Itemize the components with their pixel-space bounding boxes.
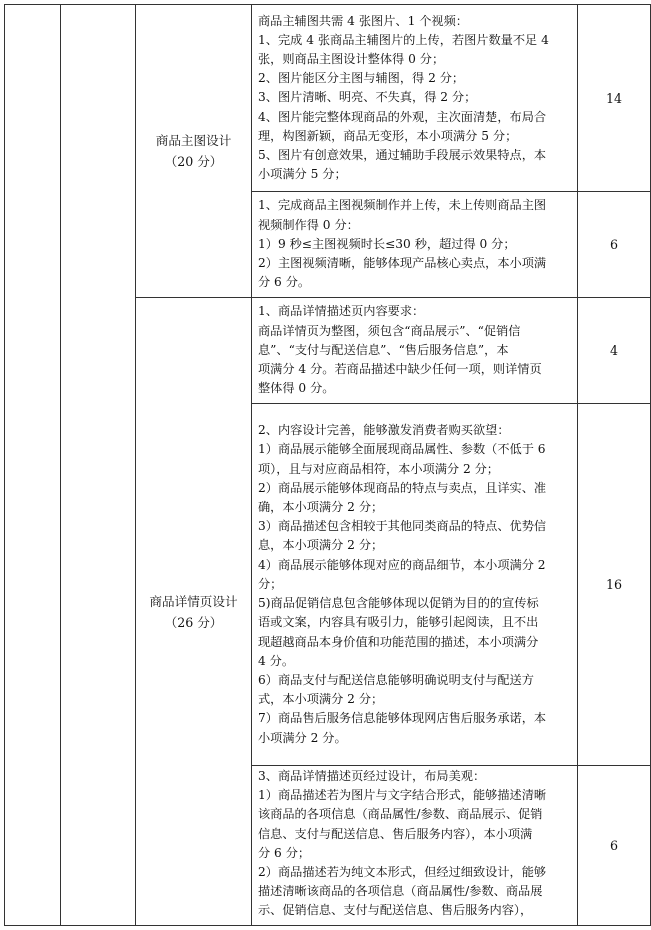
- criteria-line: 分 6 分。: [258, 275, 311, 290]
- criteria-line: 4、图片能完整体现商品的外观，主次面清楚，布局合: [258, 109, 547, 124]
- criteria-line: 1、完成商品主图视频制作并上传，未上传则商品主图: [258, 198, 547, 213]
- criteria-line: 2、内容设计完善，能够激发消费者购买欲望：: [258, 423, 510, 438]
- category-cell-detail-page: [136, 298, 252, 926]
- category-name: 商品详情页设计: [149, 593, 238, 609]
- score-cell: 16: [578, 404, 651, 766]
- score-cell: 6: [578, 192, 651, 298]
- criteria-line: 描述清晰该商品的各项信息（商品属性/参数、商品展: [258, 884, 543, 899]
- criteria-line: 1、完成 4 张商品主辅图片的上传，若图片数量不足 4: [258, 32, 549, 47]
- score-cell: 4: [578, 298, 651, 404]
- criteria-line: 项满分 4 分。若商品描述中缺少任何一项，则详情页: [258, 362, 542, 377]
- criteria-line: 2）商品展示能够体现商品的特点与卖点，且详实、准: [258, 480, 547, 495]
- criteria-line: 1）9 秒≤主图视频时长≤30 秒，超过得 0 分；: [258, 236, 516, 251]
- criteria-line: 息”、“支付与配送信息”、“售后服务信息”，本: [258, 342, 509, 357]
- criteria-line: 理，构图新颖，商品无变形，本小项满分 5 分；: [258, 128, 518, 143]
- criteria-line: 6）商品支付与配送信息能够明确说明支付与配送方: [258, 672, 534, 687]
- criteria-line: 示、促销信息、支付与配送信息、售后服务内容），: [258, 903, 533, 918]
- category-cell-main-image: [136, 5, 252, 298]
- criteria-cell: [252, 5, 578, 192]
- criteria-line: 商品详情页为整图，须包含“商品展示”、“促销信: [258, 323, 521, 338]
- criteria-cell: [252, 766, 578, 926]
- criteria-line: 语或文案，内容具有吸引力，能够引起阅读，且不出: [258, 615, 539, 630]
- criteria-line: 息，本小项满分 2 分；: [258, 538, 384, 553]
- criteria-line: 2、图片能区分主图与辅图，得 2 分；: [258, 71, 465, 86]
- criteria-line: 3、商品详情描述页经过设计，布局美观：: [258, 769, 486, 783]
- criteria-line: 式，本小项满分 2 分；: [258, 692, 384, 707]
- criteria-line: 小项满分 5 分；: [258, 167, 347, 182]
- criteria-cell: [252, 192, 578, 298]
- criteria-line: 7）商品售后服务信息能够体现网店售后服务承诺，本: [258, 711, 547, 726]
- criteria-line: 4 分。: [258, 653, 295, 668]
- criteria-line: 整体得 0 分。: [258, 381, 335, 396]
- criteria-line: 视频制作得 0 分：: [258, 217, 359, 232]
- criteria-line: 5、图片有创意效果，通过辅助手段展示效果特点，本: [258, 148, 547, 162]
- scoring-table: [4, 4, 651, 926]
- criteria-line: 4）商品展示能够体现对应的商品细节，本小项满分 2: [258, 557, 546, 572]
- score-cell: 6: [578, 766, 651, 926]
- criteria-line: 确，本小项满分 2 分；: [258, 500, 384, 515]
- criteria-line: 分 6 分；: [258, 845, 311, 860]
- criteria-line: 小项满分 2 分。: [258, 730, 347, 745]
- table-row: [5, 5, 651, 192]
- criteria-line: 项），且与对应商品相符，本小项满分 2 分；: [258, 461, 499, 476]
- category-points: （26 分）: [164, 614, 223, 630]
- criteria-line: 2）商品描述若为纯文本形式，但经过细致设计，能够: [258, 865, 547, 880]
- criteria-line: 分；: [258, 576, 283, 591]
- module-cell: [5, 5, 61, 926]
- criteria-line: 信息、支付与配送信息、售后服务内容），本小项满: [258, 826, 533, 841]
- task-cell: [61, 5, 136, 926]
- criteria-cell: [252, 298, 578, 404]
- category-name: 商品主图设计: [155, 133, 232, 148]
- criteria-line: 1、商品详情描述页内容要求：: [258, 304, 425, 319]
- criteria-line: 该商品的各项信息（商品属性/参数、商品展示、促销: [258, 807, 543, 822]
- score-cell: 14: [578, 5, 651, 192]
- criteria-cell: [252, 404, 578, 766]
- criteria-line: 5)商品促销信息包含能够体现以促销为目的的宣传标: [258, 596, 539, 611]
- criteria-line: 1）商品描述若为图片与文字结合形式，能够描述清晰: [258, 788, 547, 803]
- criteria-line: 1）商品展示能够全面展现商品属性、参数（不低于 6: [258, 442, 546, 457]
- criteria-line: 3、图片清晰、明亮、不失真，得 2 分；: [258, 90, 477, 105]
- criteria-line: 3）商品描述包含相较于其他同类商品的特点、优势信: [258, 519, 547, 534]
- criteria-line: 商品主辅图共需 4 张图片、1 个视频：: [258, 13, 468, 28]
- criteria-line: 张，则商品主图设计整体得 0 分；: [258, 51, 445, 66]
- criteria-line: 2）主图视频清晰，能够体现产品核心卖点，本小项满: [258, 256, 547, 271]
- category-points: （20 分）: [164, 154, 223, 169]
- criteria-line: 现超越商品本身价值和功能范围的描述，本小项满分: [258, 634, 539, 649]
